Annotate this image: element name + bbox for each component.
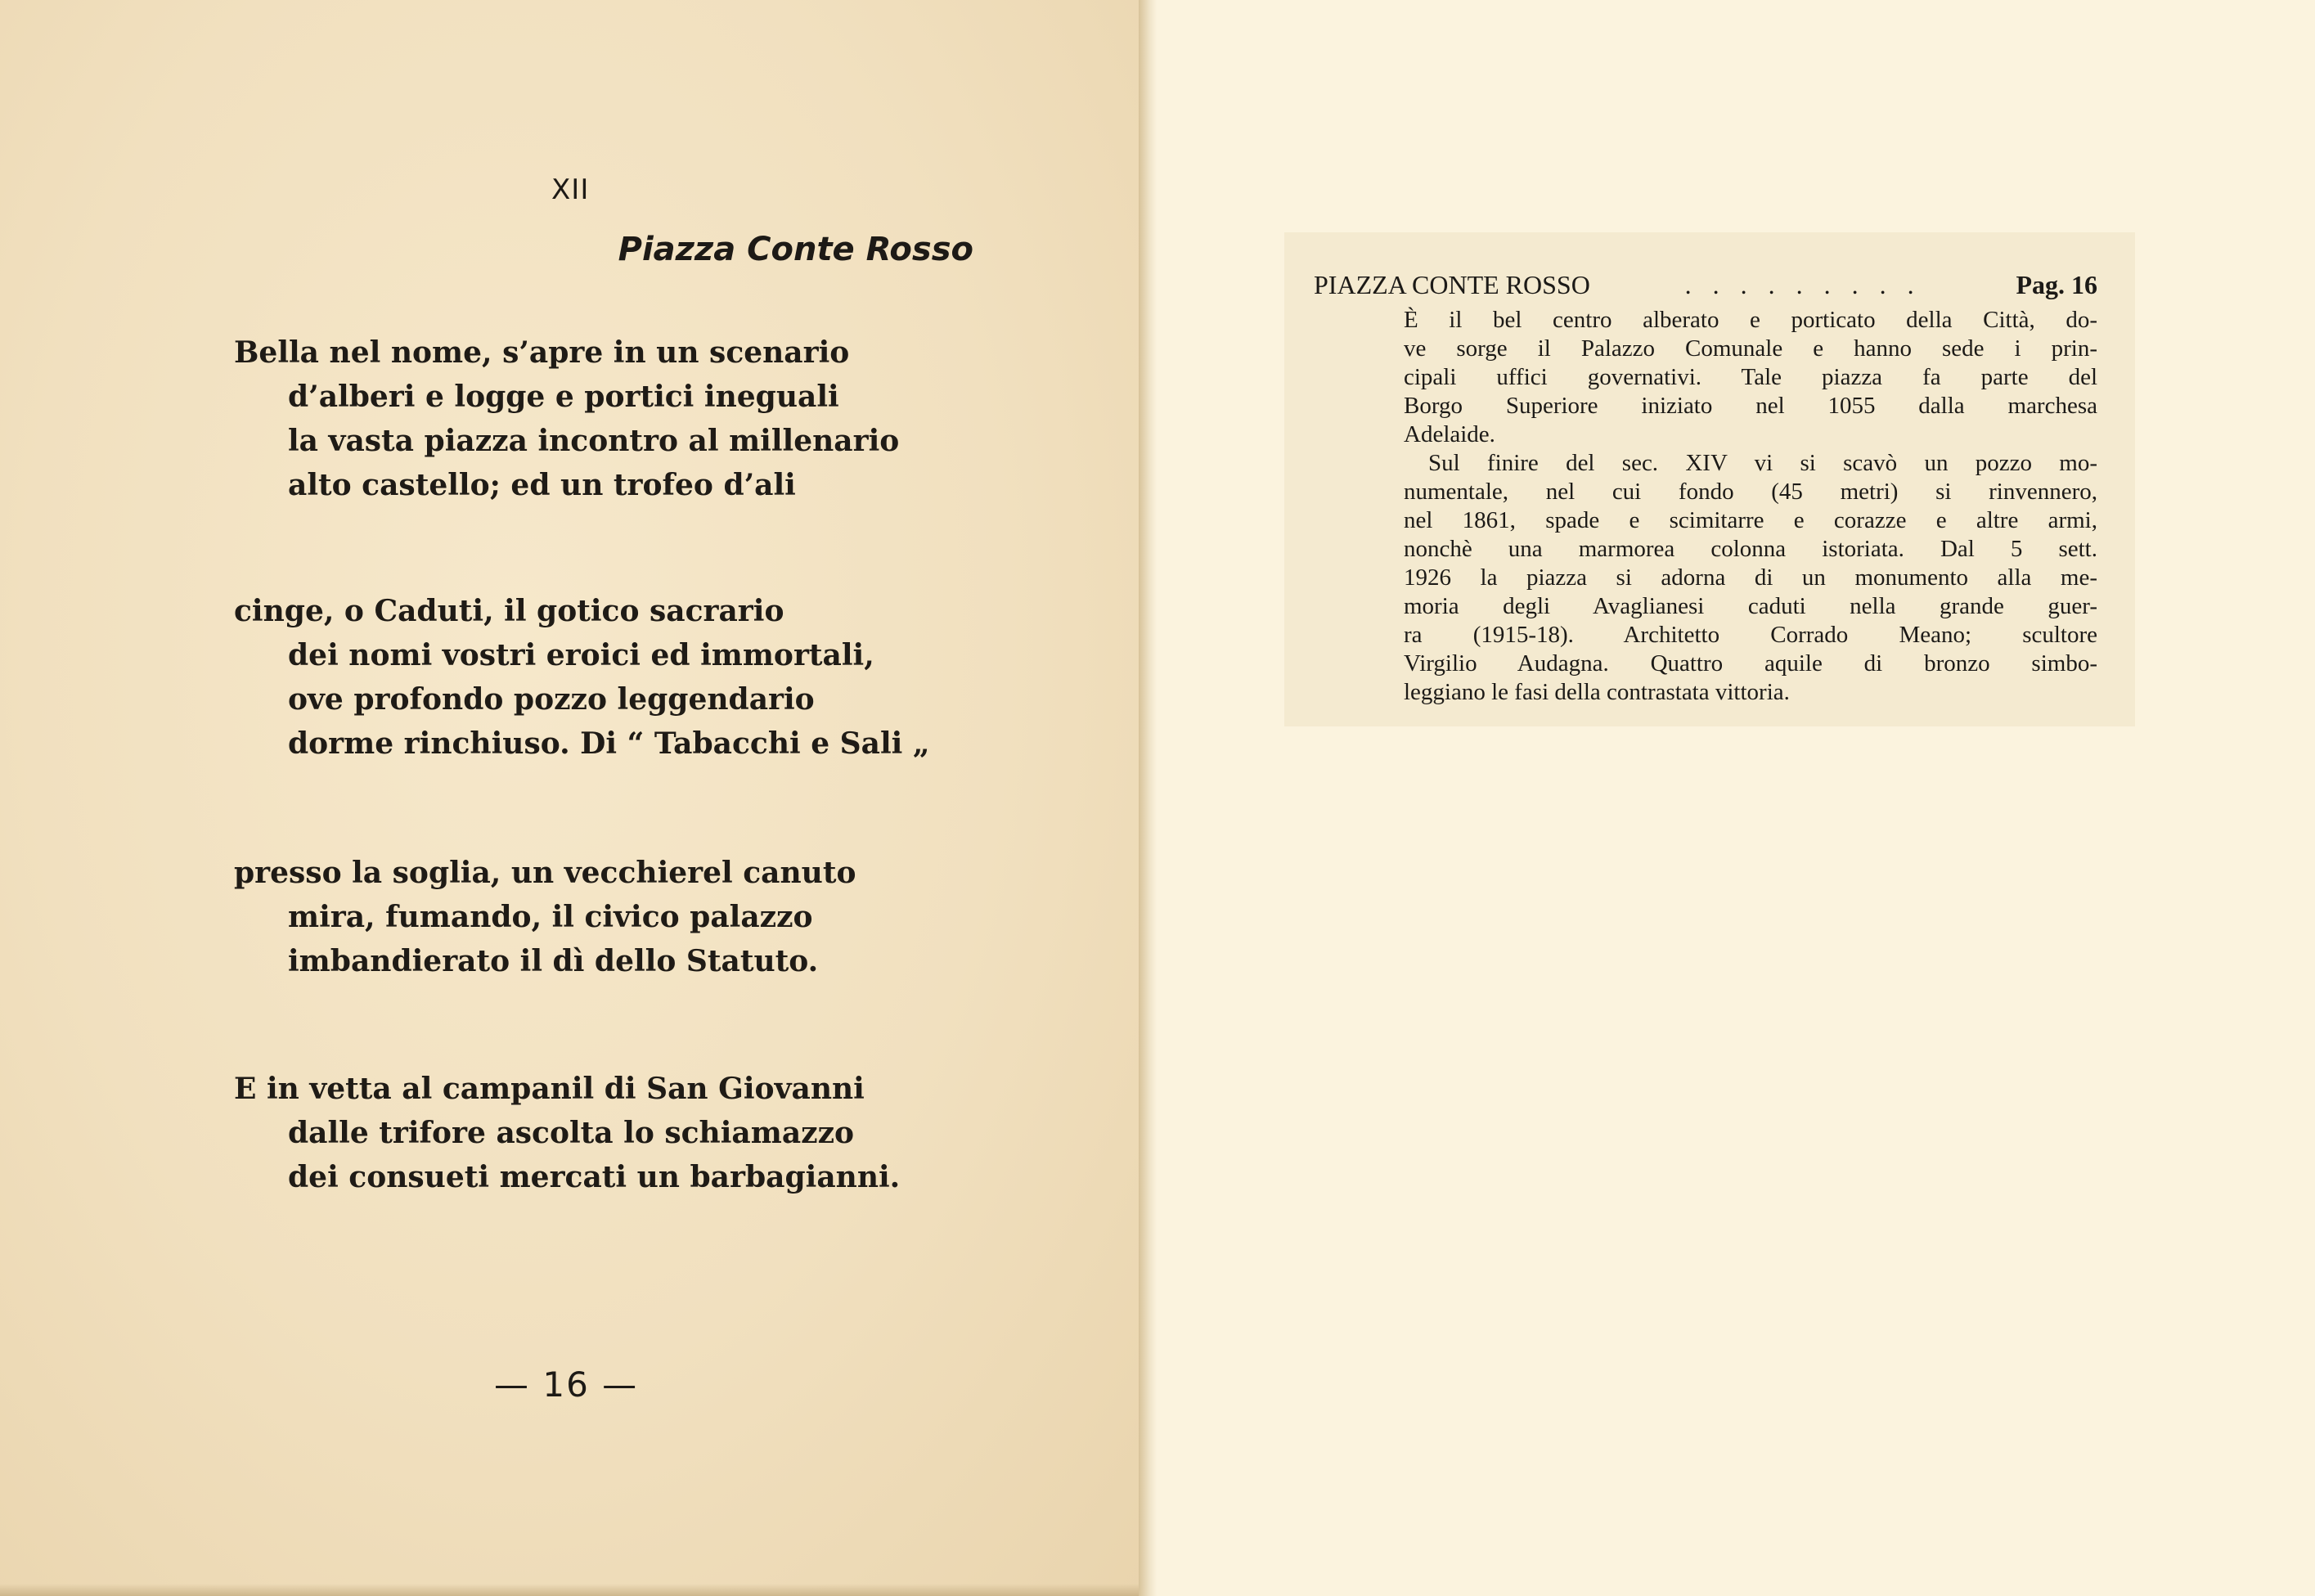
note-line: leggiano le fasi della contrastata vittoria. <box>1404 679 1790 705</box>
left-page <box>0 0 1149 1596</box>
page-edge-shadow <box>0 1584 1149 1596</box>
verse-line: presso la soglia, un vecchierel canuto <box>234 856 856 890</box>
note-line: Borgo Superiore iniziato nel 1055 dalla marchesa <box>1404 393 2097 419</box>
note-line: nel 1861, spade e scimitarre e corazze e altre armi, <box>1404 507 2097 533</box>
verse-line: alto castello; ed un trofeo d’ali <box>288 468 796 502</box>
page-number: — 16 — <box>494 1364 639 1405</box>
verse-line: dalle trifore ascolta lo schiamazzo <box>288 1116 855 1150</box>
note-line: numentale, nel cui fondo (45 metri) si rinvennero, <box>1404 479 2097 505</box>
verse-line: imbandierato il dì dello Statuto. <box>288 944 819 978</box>
note-line: È il bel centro alberato e porticato della Città, do- <box>1404 307 2097 333</box>
note-line: cipali uffici governativi. Tale piazza fa parte del <box>1404 364 2097 390</box>
stanza-2 <box>234 589 930 766</box>
leader-dots: . . . . . . . . . <box>1684 270 1922 299</box>
stanza-3 <box>234 851 856 983</box>
book-fold <box>1139 0 1157 1596</box>
note-page-ref: Pag. 16 <box>2016 270 2097 299</box>
note-line: ve sorge il Palazzo Comunale e hanno sede i prin- <box>1404 335 2097 362</box>
note-line: Adelaide. <box>1404 421 1495 447</box>
stanza-4 <box>234 1067 900 1199</box>
note-line: 1926 la piazza si adorna di un monumento alla me- <box>1404 564 2097 591</box>
stanza-1 <box>234 330 899 507</box>
note-line: nonchè una marmorea colonna istoriata. Dal 5 sett. <box>1404 536 2097 562</box>
verse-line: dei nomi vostri eroici ed immortali, <box>288 638 874 672</box>
verse-line: dei consueti mercati un barbagianni. <box>288 1160 901 1194</box>
note-line: Virgilio Audagna. Quattro aquile di bronzo simbo- <box>1404 650 2097 677</box>
note-body <box>1404 306 2097 707</box>
verse-line: cinge, o Caduti, il gotico sacrario <box>234 594 784 628</box>
verse-line: ove profondo pozzo leggendario <box>288 682 815 717</box>
verse-line: mira, fumando, il civico palazzo <box>288 900 813 934</box>
section-number: XII <box>551 173 590 206</box>
note-heading-row <box>1314 270 2097 300</box>
note-line: Sul finire del sec. XIV vi si scavò un pozzo mo- <box>1428 450 2097 476</box>
poem-title: Piazza Conte Rosso <box>618 231 973 268</box>
verse-line: la vasta piazza incontro al millenario <box>288 424 900 458</box>
note-line: moria degli Avaglianesi caduti nella grande guer- <box>1404 593 2097 619</box>
verse-line: dorme rinchiuso. Di “ Tabacchi e Sali „ <box>288 726 930 761</box>
note-heading: PIAZZA CONTE ROSSO <box>1314 270 1590 299</box>
verse-line: d’alberi e logge e portici ineguali <box>288 380 839 414</box>
note-line: ra (1915-18). Architetto Corrado Meano; scultore <box>1404 622 2097 648</box>
verse-line: Bella nel nome, s’apre in un scenario <box>234 335 850 370</box>
verse-line: E in vetta al campanil di San Giovanni <box>234 1072 865 1106</box>
